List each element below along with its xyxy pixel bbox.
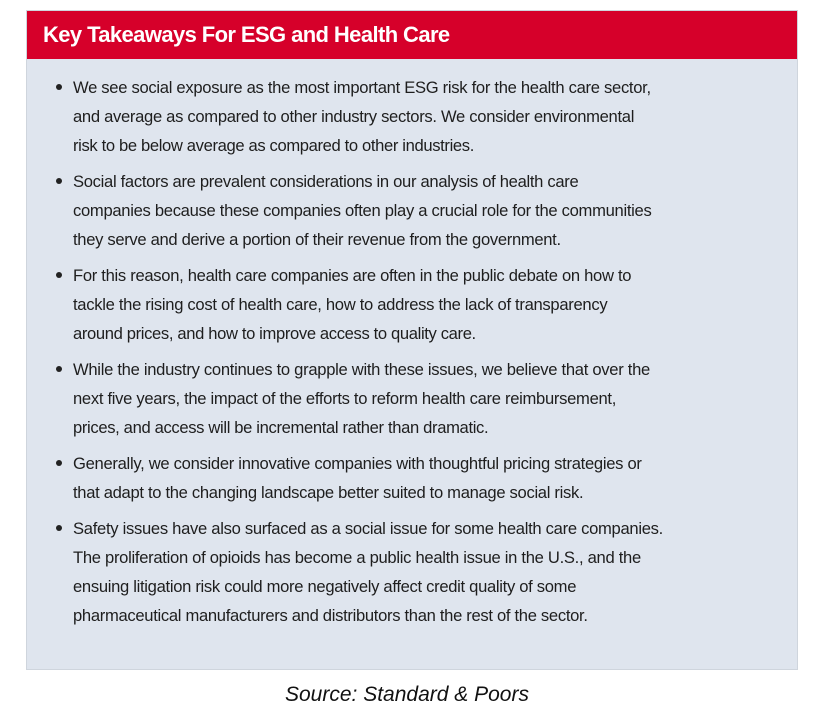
- bullet-icon: [56, 460, 62, 466]
- item-line: tackle the rising cost of health care, how to address the lack of transparency: [73, 295, 608, 314]
- bullet-icon: [56, 84, 62, 90]
- item-line: Generally, we consider innovative companies with thoughtful pricing strategies or: [73, 454, 642, 473]
- list-item: [27, 167, 797, 254]
- box-title: Key Takeaways For ESG and Health Care: [43, 22, 450, 47]
- item-line: For this reason, health care companies are often in the public debate on how to: [73, 266, 632, 285]
- list-item: [27, 449, 797, 507]
- list-item: [27, 261, 797, 348]
- item-line: risk to be below average as compared to other industries.: [73, 136, 474, 155]
- item-line: ensuing litigation risk could more negatively affect credit quality of some: [73, 577, 577, 596]
- item-line: they serve and derive a portion of their revenue from the government.: [73, 230, 561, 249]
- item-line: around prices, and how to improve access to quality care.: [73, 324, 476, 343]
- bullet-icon: [56, 525, 62, 531]
- item-line: Social factors are prevalent considerations in our analysis of health care: [73, 172, 579, 191]
- item-line: and average as compared to other industry sectors. We consider environmental: [73, 107, 635, 126]
- item-line: While the industry continues to grapple with these issues, we believe that over the: [73, 360, 650, 379]
- source-caption: Source: Standard & Poors: [285, 683, 529, 706]
- bullet-icon: [56, 272, 62, 278]
- list-item: [27, 73, 797, 160]
- bullet-icon: [56, 178, 62, 184]
- list-item: [27, 514, 797, 630]
- item-line: companies because these companies often play a crucial role for the communities: [73, 201, 652, 220]
- list-item: [27, 355, 797, 442]
- bullet-icon: [56, 366, 62, 372]
- item-line: We see social exposure as the most important ESG risk for the health care sector,: [73, 78, 651, 97]
- item-line: The proliferation of opioids has become a public health issue in the U.S., and the: [73, 548, 641, 567]
- item-line: prices, and access will be incremental rather than dramatic.: [73, 418, 489, 437]
- item-line: next five years, the impact of the efforts to reform health care reimbursement,: [73, 389, 617, 408]
- key-takeaways-box: [26, 10, 798, 670]
- item-line: Safety issues have also surfaced as a social issue for some health care companies.: [73, 519, 663, 538]
- box-header: [27, 11, 797, 59]
- takeaways-list: [27, 73, 797, 637]
- item-line: that adapt to the changing landscape better suited to manage social risk.: [73, 483, 584, 502]
- item-line: pharmaceutical manufacturers and distributors than the rest of the sector.: [73, 606, 588, 625]
